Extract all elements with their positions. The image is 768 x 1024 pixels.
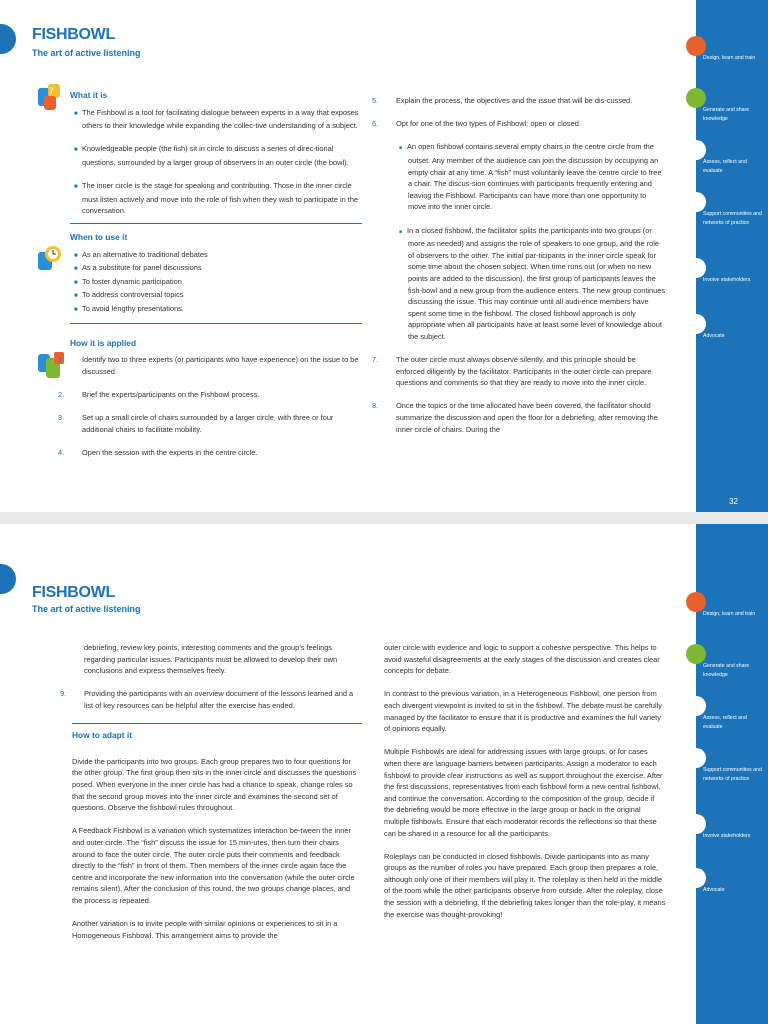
page-2 <box>0 512 768 1024</box>
square-bullet-icon: ■ <box>74 293 78 300</box>
what-paragraph <box>70 143 362 168</box>
sidebar-item-label: Advocate <box>703 333 725 339</box>
nav-circle-icon <box>686 696 706 716</box>
continued-paragraph: debriefing, review key points, interesting comments and the group’s feelings regarding particular issues. Participants must be allowed to develop their own conclusions and express themselves freely. <box>84 643 338 676</box>
square-bullet-icon: ■ <box>74 147 78 154</box>
square-bullet-icon: ■ <box>74 252 78 259</box>
step-number: 1. <box>58 355 65 365</box>
step-text: Set up a small circle of chairs surrounded by a larger circle, with three or four additional chairs to facilitate mobility. <box>82 413 334 434</box>
what-text: The Fishbowl is a tool for facilitating dialogue between experts in a way that exposes others to their knowledge while expanding the collec-tive understanding of a subject. <box>82 107 359 131</box>
nav-circle-icon <box>686 258 706 278</box>
square-bullet-icon: ■ <box>74 184 78 191</box>
square-bullet-icon: ■ <box>74 279 78 286</box>
sidebar-item-label: Generate and share knowledge <box>703 107 750 122</box>
step-item <box>58 354 362 377</box>
nav-circle-icon <box>686 748 706 768</box>
when-heading: When to use it <box>70 231 128 242</box>
square-bullet-icon: ■ <box>74 266 78 273</box>
step-item <box>372 354 666 389</box>
step-number: 7. <box>372 355 379 365</box>
page-title: FISHBOWL <box>32 26 115 43</box>
list-item <box>70 303 362 317</box>
adapt-paragraph: Another variation is to invite people with similar opinions or experiences to sit in a Homogeneous Fishbowl. This arrangement aims to provide the <box>72 919 338 940</box>
step-item <box>60 688 362 711</box>
when-figure-icon <box>36 244 64 274</box>
square-bullet-icon: ■ <box>74 110 78 117</box>
sidebar-item-label: Generate and share knowledge <box>703 663 750 678</box>
list-item-text: To address controversial topics <box>82 290 184 300</box>
what-text: The inner circle is the stage for speaking and contributing. Those in the inner circle must listen actively and move into the role of fish when they wish to participate in the conversation. <box>82 181 359 216</box>
sidebar-item-label: Assess, reflect and evaluate <box>703 715 747 730</box>
step-number: 8. <box>372 401 379 411</box>
list-item <box>70 289 362 303</box>
step-number: 9. <box>60 689 67 699</box>
page-subtitle: The art of active listening <box>32 48 141 58</box>
step-text: The outer circle must always observe silently, and this principle should be enforced diligently by the facilitator. Participants in the outer circle can prepare questions and comments so that they are ready to move into the inner circle. <box>396 355 652 388</box>
step-item <box>372 95 666 107</box>
square-bullet-icon: ■ <box>399 228 403 235</box>
left-column <box>60 642 362 953</box>
step-text: Brief the experts/participants on the Fishbowl process. <box>82 389 260 399</box>
nav-circle-icon <box>686 868 706 888</box>
step-item <box>372 400 666 435</box>
page-subtitle: The art of active listening <box>32 604 141 614</box>
step-text: Once the topics or the time allocated have been covered, the facilitator should summarize the discussion and open the floor for a debriefing, after removing the inner circle of chairs. During the <box>396 401 658 434</box>
nav-circle-icon <box>686 36 706 56</box>
open-fishbowl-item <box>384 141 666 213</box>
list-item-text: As an alternative to traditional debates <box>82 249 208 259</box>
nav-circle-icon <box>686 314 706 334</box>
step-text: Explain the process, the objectives and the issue that will be dis-cussed. <box>396 96 633 105</box>
what-paragraph <box>70 180 362 217</box>
what-paragraph <box>70 107 362 132</box>
adapt-paragraph: A Feedback Fishbowl is a variation which systematizes interaction be-tween the inner and outer circle. The “fish” discuss the issue for 15 min-utes, then turn their chairs around to face the outer circle. The outer circle puts their comments and feedback directly to the “fish” in front of them. Then members of the inner circle again face the centre and incorporate the new information into the conversation (while the outer circle remains silent). After the conclusion of this round, the two groups change places, and the process is repeated. <box>72 826 355 905</box>
list-item <box>70 249 362 263</box>
what-text: Knowledgeable people (the fish) sit in circle to discuss a series of direc-tional questions, surrounded by a larger group of observers in an outer circle (the bowl). <box>82 144 349 167</box>
sidebar <box>696 0 768 512</box>
nav-circle-icon <box>686 814 706 834</box>
adapt-paragraph: In contrast to the previous variation, in a Heterogeneous Fishbowl, one person from each divergent viewpoint is invited to sit in the fishbowl. The debate must be carefully managed by the facilitator to ensure that it is productive and examines the full variety of opinions equally. <box>384 689 662 734</box>
right-column <box>372 95 666 447</box>
svg-text:?: ? <box>49 87 54 97</box>
step-number: 5. <box>372 96 379 105</box>
divider <box>72 723 362 724</box>
sidebar-item-label: Involve stakeholders <box>703 833 751 839</box>
square-bullet-icon: ■ <box>399 145 403 152</box>
what-figure-icon <box>36 82 64 112</box>
when-list <box>70 249 362 317</box>
step-number: 4. <box>58 447 65 457</box>
header-dot <box>0 24 16 54</box>
what-heading: What it is <box>70 90 108 100</box>
adapt-paragraph: Multiple Fishbowls are ideal for addressing issues with large groups, or for cases when there are language barriers between participants. Assign a moderator to each fishbowl to provide clear instructions as well as support throughout the exercise. After the first discussions, representatives from each fishbowl form a new central fishbowl, and continue the conversation. According to the composition of the group, decide if the debriefing would be more effective in the large group or back in the original multiple fishbowls. Ensure that each moderator records the reflections so that these can be shared in a resource for all the participants. <box>384 747 663 838</box>
step-item <box>58 389 362 401</box>
step-item <box>58 447 362 459</box>
sidebar-item-label: Assess, reflect and evaluate <box>703 159 747 174</box>
step-text: Identify two to three experts (or participants who have experience) on the issue to be discussed. <box>82 355 359 376</box>
closed-fishbowl-item <box>384 225 666 343</box>
step-number: 3. <box>58 413 65 423</box>
page-number: 32 <box>729 497 738 506</box>
sidebar-item-label: Advocate <box>703 887 725 893</box>
page-title: FISHBOWL <box>32 584 115 601</box>
closed-fishbowl-text: In a closed fishbowl, the facilitator splits the participants into two groups (or more as needed) and assigns the role of speakers to one group, and the role of observers to the other. The initial par-ticipants in the inner circle speak for some time about the chosen subject. When time runs out (or when no new points are added to the discussion), the first group of participants leaves the fish-bowl and a new group from the audience enters. The new group continues discussing the issue. This may continue until all audi-ence members have spent some time in the fishbowl. The closed fishbowl approach is only appropriate when all participants have at least some level of knowledge about the subject. <box>407 225 666 341</box>
step-item <box>58 412 362 435</box>
nav-circle-icon <box>686 192 706 212</box>
sidebar-item-label: Design, learn and train <box>703 55 756 61</box>
step-number: 6. <box>372 119 379 129</box>
step-text: Providing the participants with an overview document of the lessons learned and a list of key resources can be helpful after the exercise has ended. <box>84 689 354 710</box>
list-item <box>70 262 362 276</box>
divider <box>70 223 362 224</box>
open-fishbowl-text: An open fishbowl contains several empty chairs in the centre circle from the outset. Any member of the audience can join the discussion by occupying an empty chair at any time. A “fish” must voluntarily leave the centre circle to free a chair. The discus-sion continues with participants frequently entering and leaving the Fishbowl. Participants can have more than one opportunity to move into the inner circle. <box>407 142 662 212</box>
left-column <box>58 90 362 470</box>
nav-circle-icon <box>686 140 706 160</box>
sidebar-item-label: Design, learn and train <box>703 611 756 617</box>
step-item <box>372 118 666 130</box>
nav-circle-icon <box>686 644 706 664</box>
right-column <box>384 642 666 932</box>
list-item-text: As a substitute for panel discussions <box>82 263 202 273</box>
adapt-paragraph: Divide the participants into two groups. Each group prepares two to four questions for the other group. The first group then sits in the inner circle and discusses the questions posed. When everyone in the inner circle has had a chance to speak, change roles so that the second group moves into the inner circle and examines the second set of questions. Observe the fishbowl rules throughout. <box>72 756 357 813</box>
sidebar-item-label: Support communities and networks of practice <box>703 767 762 782</box>
sidebar <box>696 524 768 1024</box>
divider <box>70 323 362 324</box>
sidebar-item-label: Involve stakeholders <box>703 277 751 283</box>
list-item-text: To foster dynamic participation <box>82 276 182 286</box>
step-text: Opt for one of the two types of Fishbowl: open or closed. <box>396 119 581 129</box>
adapt-heading: How to adapt it <box>72 730 133 741</box>
adapt-paragraph: Roleplays can be conducted in closed fishbowls. Divide participants into as many groups as the number of roles you have prepared. Each group then prepares a role, although only one of their members will play it. The roleplay is then held in the middle of the room while the other participants observe from outside. After the roleplay, close the session with a debriefing. If the debriefing takes longer than the role-play, it means the exercise was thought-provoking! <box>384 851 666 919</box>
step-text: Open the session with the experts in the centre circle. <box>82 447 258 457</box>
sidebar-item-label: Support communities and networks of practice <box>703 211 762 226</box>
adapt-paragraph: outer circle with evidence and logic to support a cohesive perspective. This helps to avoid wasteful disagreements at the early stages of the discussion and creates clear concepts for debate. <box>384 643 660 676</box>
list-item-text: To avoid lengthy presentations. <box>82 303 184 313</box>
nav-circle-icon <box>686 592 706 612</box>
step-number: 2. <box>58 389 65 399</box>
square-bullet-icon: ■ <box>74 306 78 313</box>
list-item <box>70 276 362 290</box>
header-dot <box>0 564 16 594</box>
nav-circle-icon <box>686 88 706 108</box>
how-heading: How it is applied <box>70 337 137 348</box>
